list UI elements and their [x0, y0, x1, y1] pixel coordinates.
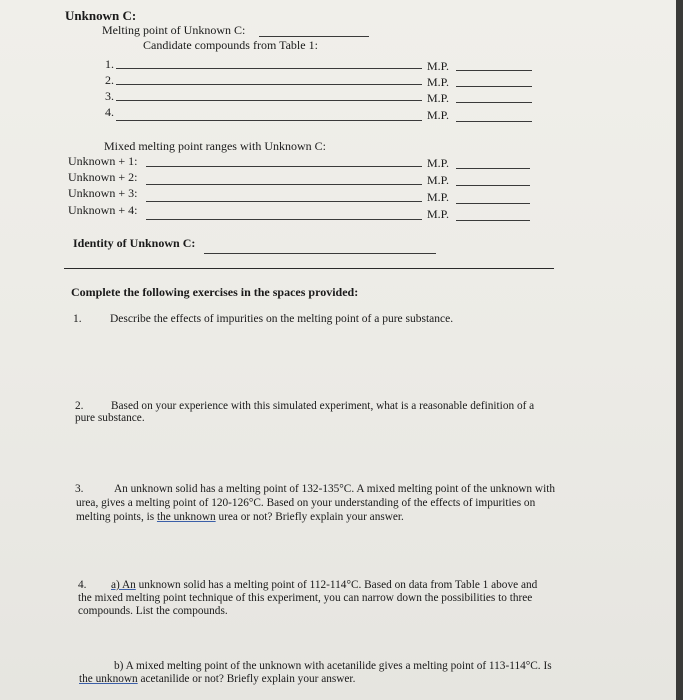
- question-3-text-post: urea or not? Briefly explain your answer.: [215, 511, 404, 523]
- question-2-line: pure substance.: [75, 412, 145, 424]
- mixed-mp-label: Mixed melting point ranges with Unknown C:: [104, 139, 326, 153]
- candidate-blank[interactable]: [116, 120, 422, 121]
- question-2-line: Based on your experience with this simulated experiment, what is a reasonable definition of a: [111, 400, 535, 412]
- question-4b-text: acetanilide or not? Briefly explain your answer.: [137, 673, 356, 685]
- mixed-mp-blank[interactable]: [456, 168, 530, 169]
- candidate-mp-label: M.P.: [427, 108, 450, 122]
- mixed-blank[interactable]: [146, 219, 422, 220]
- question-4b-underlined: the unknown: [79, 673, 138, 685]
- question-4a-line: [111, 580, 537, 591]
- mixed-mp-label: M.P.: [427, 156, 450, 170]
- candidate-mp-label: M.P.: [427, 75, 450, 89]
- candidate-blank[interactable]: [116, 68, 422, 69]
- question-3-underlined: the unknown: [156, 511, 216, 523]
- melting-point-blank[interactable]: [259, 36, 369, 37]
- candidate-num: 3.: [105, 89, 114, 103]
- identity-label: Identity of Unknown C:: [73, 236, 196, 250]
- question-4a-text: unknown solid has a melting point of 112-114°C. Based on data from Table 1 above and: [135, 579, 538, 591]
- candidate-num: 2.: [105, 73, 114, 87]
- exercises-heading: Complete the following exercises in the spaces provided:: [71, 285, 359, 299]
- question-3-line: [76, 512, 404, 523]
- mixed-mp-label: M.P.: [427, 207, 450, 221]
- candidates-label: Candidate compounds from Table 1:: [143, 38, 318, 52]
- candidate-blank[interactable]: [116, 84, 422, 85]
- question-number: 2.: [75, 400, 84, 412]
- question-1-text: Describe the effects of impurities on the melting point of a pure substance.: [110, 313, 454, 325]
- question-3-line: urea, gives a melting point of 120-126°C. Based on your understanding of the effects of impurities on: [76, 497, 536, 509]
- candidate-mp-blank[interactable]: [456, 70, 532, 71]
- mixed-row-label: Unknown + 3:: [68, 186, 138, 200]
- question-4a-line: the mixed melting point technique of this experiment, you can narrow down the possibilities to three: [78, 592, 533, 604]
- candidate-mp-blank[interactable]: [456, 86, 532, 87]
- mixed-mp-blank[interactable]: [456, 220, 530, 221]
- question-3-text-pre: melting points, is: [76, 511, 157, 523]
- question-4b-line: b) A mixed melting point of the unknown with acetanilide gives a melting point of 113-114°C. Is: [114, 660, 552, 672]
- section-divider: [64, 268, 554, 269]
- unknown-c-heading: Unknown C:: [65, 8, 137, 23]
- question-number: 1.: [73, 313, 82, 325]
- mixed-mp-label: M.P.: [427, 190, 450, 204]
- question-number: 4.: [78, 579, 87, 591]
- mixed-row-label: Unknown + 1:: [68, 154, 138, 168]
- mixed-mp-blank[interactable]: [456, 185, 530, 186]
- mixed-mp-label: M.P.: [427, 173, 450, 187]
- candidate-blank[interactable]: [116, 100, 422, 101]
- candidate-num: 4.: [105, 105, 114, 119]
- candidate-mp-blank[interactable]: [456, 102, 532, 103]
- question-4b-line: [79, 674, 355, 685]
- question-4a-line: compounds. List the compounds.: [78, 605, 228, 617]
- mixed-row-label: Unknown + 4:: [68, 203, 138, 217]
- question-3-line: An unknown solid has a melting point of 132-135°C. A mixed melting point of the unknown with: [114, 483, 555, 495]
- mixed-mp-blank[interactable]: [456, 203, 530, 204]
- candidate-mp-label: M.P.: [427, 59, 450, 73]
- melting-point-label: Melting point of Unknown C:: [102, 23, 246, 37]
- mixed-blank[interactable]: [146, 166, 422, 167]
- candidate-num: 1.: [105, 57, 114, 71]
- question-4a-label: a) An: [111, 579, 136, 591]
- candidate-mp-blank[interactable]: [456, 121, 532, 122]
- mixed-blank[interactable]: [146, 184, 422, 185]
- identity-blank[interactable]: [204, 253, 436, 254]
- candidate-mp-label: M.P.: [427, 91, 450, 105]
- mixed-row-label: Unknown + 2:: [68, 170, 138, 184]
- mixed-blank[interactable]: [146, 201, 422, 202]
- question-number: 3.: [75, 483, 84, 495]
